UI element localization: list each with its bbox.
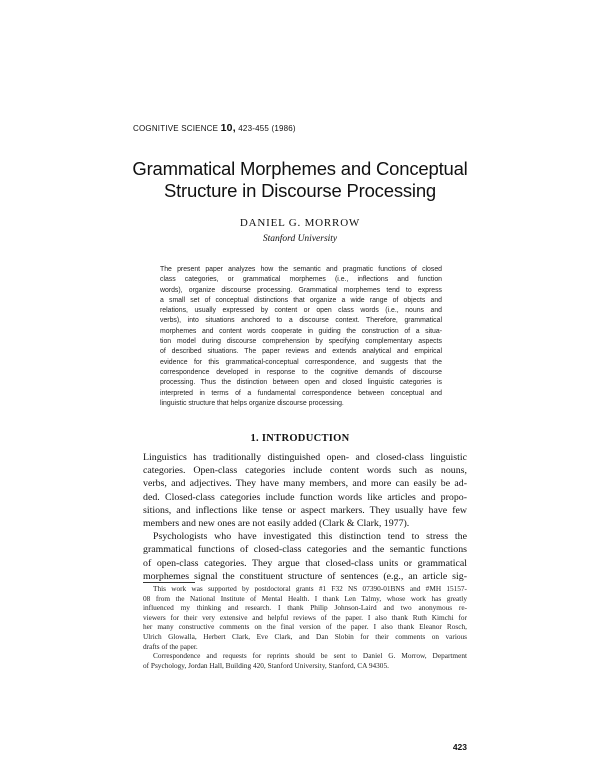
body-text <box>143 451 467 583</box>
body-line: members and new ones are not easily added (Clark & Clark, 1977). <box>143 517 410 529</box>
body-line: verbs, and adjectives. They have many members, and more can easily be ad- <box>143 478 467 490</box>
title-line: Grammatical Morphemes and Conceptual <box>132 158 468 179</box>
footnote-line: 08 from the National Institute of Mental Health. I thank Len Talmy, whose work has greatly <box>143 593 467 603</box>
footnote-line: influenced my thinking and research. I thank Philip Johnson-Laird and two anonymous re- <box>143 603 467 613</box>
abstract-line: verbs), into situations anchored to a discourse context. Therefore, grammatical <box>160 317 442 325</box>
abstract-line: evidence for this grammatical-conceptual correspondence, and suggests that the <box>160 358 442 366</box>
footnotes <box>143 584 467 670</box>
paper-title <box>80 158 520 202</box>
abstract-line: words), organize discourse processing. Grammatical morphemes tend to express <box>160 286 442 294</box>
body-line: morphemes signal the constituent structure of sentences (e.g., an article sig- <box>143 570 467 582</box>
footnote-line: her many constructive comments on the final version of the paper. I also thank Eleanor Rosch, <box>143 622 467 632</box>
body-line: Linguistics has traditionally distinguished open- and closed-class linguistic <box>143 452 467 463</box>
abstract-line: tion model during discourse comprehension by specifying complementary aspects <box>160 338 442 346</box>
abstract-line: correspondence developed in response to the cognitive demands of discourse <box>160 368 442 376</box>
body-line: ded. Closed-class categories include function words like articles and propo- <box>143 491 467 503</box>
abstract-line: relations, usually expressed by content or open class words (i.e., nouns and <box>160 307 442 315</box>
abstract-line: a small set of conceptual distinctions that organize a wide range of objects and <box>160 296 442 304</box>
journal-name: COGNITIVE SCIENCE <box>133 124 219 133</box>
footnote-rule <box>143 582 195 583</box>
footnote-line: viewers for their very extensive and helpful reviews of the paper. I also thank Ruth Kimchi for <box>143 612 467 622</box>
abstract-line: morphemes and content words cooperate in guiding the construction of a situa- <box>160 327 442 335</box>
body-line: of open-class categories. They argue that closed-class units or grammatical <box>143 557 467 569</box>
journal-citation <box>133 122 296 134</box>
footnote-line: of Psychology, Jordan Hall, Building 420, Stanford University, Stanford, CA 94305. <box>143 660 389 670</box>
page-number: 423 <box>452 742 467 752</box>
footnote-line: This work was supported by postdoctoral grants #1 F32 NS 07390-01BNS and #MH 15157- <box>153 584 467 593</box>
body-line: grammatical functions of closed-class categories and the semantic functions <box>143 544 467 556</box>
abstract-line: class categories, or grammatical morphemes (i.e., inflections and function <box>160 276 442 284</box>
body-line: Psychologists who have investigated this distinction tend to stress the <box>153 531 467 543</box>
abstract-line: interpreted in terms of a fundamental correspondence between conceptual and <box>160 389 442 397</box>
footnote-line: Correspondence and requests for reprints should be sent to Daniel G. Morrow, Department <box>153 651 467 661</box>
abstract-line: processing. Thus the distinction between open and closed linguistic categories is <box>160 379 442 387</box>
journal-volume: 10, <box>220 122 236 134</box>
abstract-line: of described situations. The paper reviews and extends analytical and empirical <box>160 348 442 356</box>
abstract <box>160 265 442 409</box>
journal-pages-year: 423-455 (1986) <box>238 124 296 133</box>
body-line: categories. Open-class categories include content words such as nouns, <box>143 465 467 477</box>
abstract-line: The present paper analyzes how the semantic and pragmatic functions of closed <box>160 266 442 273</box>
section-heading: 1. INTRODUCTION <box>250 433 350 444</box>
author-affiliation: Stanford University <box>262 234 338 244</box>
footnote-line: Ulrich Glowalla, Herbert Clark, Eve Clark, and Dan Slobin for their comments on various <box>143 631 467 641</box>
footnote-line: drafts of the paper. <box>143 641 198 651</box>
title-line: Structure in Discourse Processing <box>163 180 437 201</box>
author-name: DANIEL G. MORROW <box>239 217 361 229</box>
abstract-line: linguistic structure that helps organize discourse processing. <box>160 399 344 407</box>
body-line: sitions, and inflections like tense or aspect markers. They usually have few <box>143 504 467 516</box>
